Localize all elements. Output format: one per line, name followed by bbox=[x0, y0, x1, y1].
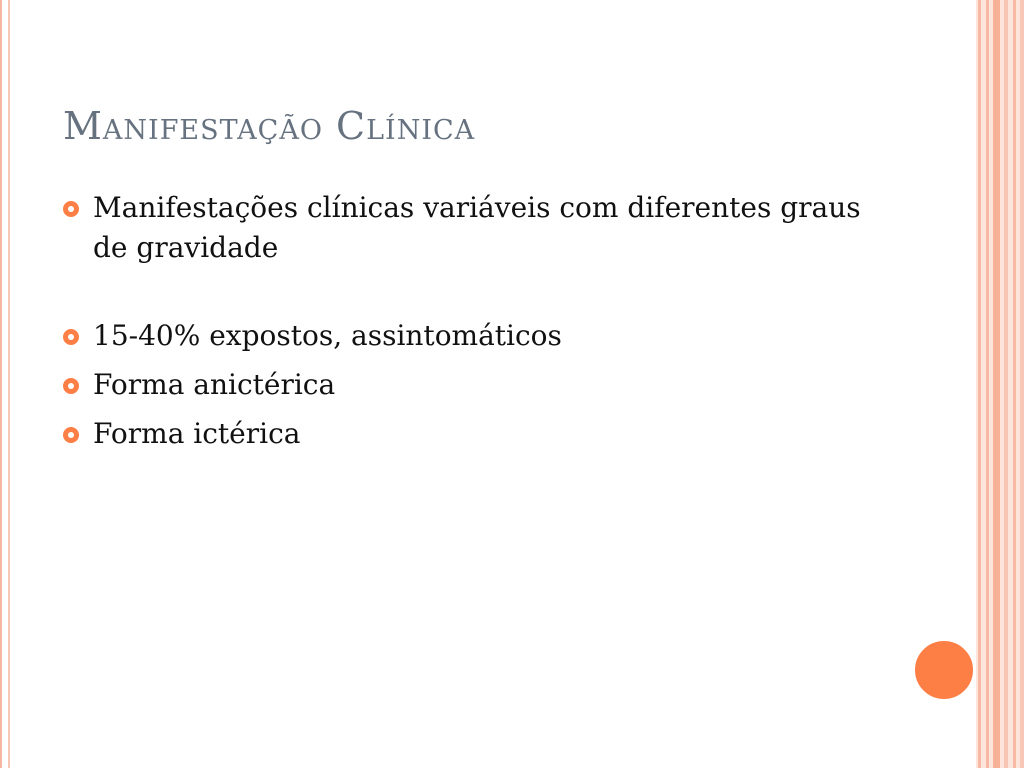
bullet-item bbox=[63, 316, 883, 356]
decorative-stripe bbox=[1013, 0, 1016, 768]
bullet-circle-icon bbox=[63, 427, 79, 443]
bullet-item bbox=[63, 414, 883, 454]
decorative-stripe bbox=[978, 0, 981, 768]
bullet-list bbox=[63, 188, 883, 463]
bullet-text: Forma anictérica bbox=[93, 368, 336, 401]
left-border-line-inner bbox=[8, 0, 10, 768]
decorative-stripe bbox=[986, 0, 989, 768]
slide-title: Manifestação Clínica bbox=[63, 104, 476, 148]
decorative-orange-circle bbox=[913, 639, 975, 701]
decorative-stripe bbox=[1020, 0, 1024, 768]
bullet-item bbox=[63, 365, 883, 405]
bullet-circle-icon bbox=[63, 201, 79, 217]
left-border-line bbox=[0, 0, 2, 768]
bullet-text: Manifestações clínicas variáveis com diferentes graus de gravidade bbox=[93, 191, 861, 264]
decorative-stripe bbox=[993, 0, 1000, 768]
bullet-item bbox=[63, 188, 883, 268]
decorative-stripe bbox=[1004, 0, 1008, 768]
bullet-text: 15-40% expostos, assintomáticos bbox=[93, 319, 562, 352]
right-decorative-panel bbox=[976, 0, 1024, 768]
bullet-circle-icon bbox=[63, 378, 79, 394]
bullet-text: Forma ictérica bbox=[93, 417, 301, 450]
bullet-circle-icon bbox=[63, 329, 79, 345]
